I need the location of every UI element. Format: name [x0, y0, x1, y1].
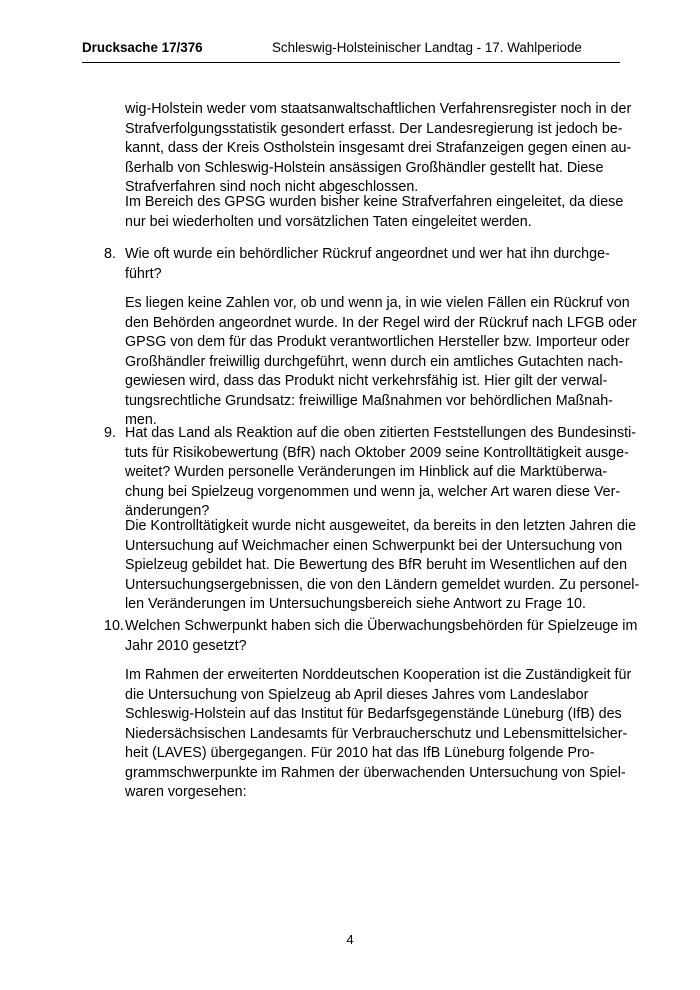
text-line: weitet? Wurden personelle Veränderungen im Hinblick auf die Marktüberwa-: [125, 464, 608, 480]
text-line: Die Kontrolltätigkeit wurde nicht ausgeweitet, da bereits in den letzten Jahren die: [125, 518, 637, 534]
answer-10: [125, 666, 635, 803]
text-line: Welchen Schwerpunkt haben sich die Überwachungsbehörden für Spielzeuge im: [125, 618, 638, 634]
text-line: Hat das Land als Reaktion auf die oben zitierten Feststellungen des Bundesinsti-: [125, 425, 637, 441]
parliament-title: Schleswig-Holsteinischer Landtag - 17. Wahlperiode: [272, 40, 582, 55]
text-line: Im Bereich des GPSG wurden bisher keine Strafverfahren eingeleitet, da diese: [125, 194, 624, 210]
question-number-10: 10.: [104, 618, 124, 634]
text-line: Es liegen keine Zahlen vor, ob und wenn ja, in wie vielen Fällen ein Rückruf von: [125, 295, 630, 311]
text-line: gewiesen wird, dass das Produkt nicht verkehrsfähig ist. Hier gilt der verwal-: [125, 373, 608, 389]
paragraph-continuation: [125, 100, 635, 198]
text-line: nur bei wiederholten und vorsätzlichen Taten eingeleitet werden.: [125, 213, 532, 230]
text-line: ßerhalb von Schleswig-Holstein ansässigen Großhändler gestellt hat. Diese: [125, 159, 604, 176]
question-10: [125, 617, 638, 656]
text-line: änderungen?: [125, 503, 210, 519]
text-line: Niedersächsischen Landesamts für Verbraucherschutz und Lebensmittelsicher-: [125, 725, 628, 742]
text-line: waren vorgesehen:: [125, 784, 247, 800]
document-number: Drucksache 17/376: [82, 40, 203, 55]
text-line: Wie oft wurde ein behördlicher Rückruf angeordnet und wer hat ihn durchge-: [125, 246, 610, 262]
text-line: chung bei Spielzeug vorgenommen und wenn ja, welcher Art waren diese Ver-: [125, 483, 621, 500]
text-line: Im Rahmen der erweiterten Norddeutschen Kooperation ist die Zuständigkeit für: [125, 667, 632, 683]
answer-9: [125, 517, 640, 615]
text-line: Strafverfahren sind noch nicht abgeschlossen.: [125, 179, 419, 195]
text-line: GPSG von dem für das Produkt verantwortlichen Hersteller bzw. Importeur oder: [125, 334, 630, 350]
text-line: Großhändler freiwillig durchgeführt, wenn durch ein amtliches Gutachten nach-: [125, 353, 624, 370]
question-9: [125, 424, 635, 522]
text-line: die Untersuchung von Spielzeug ab April dieses Jahres vom Landeslabor: [125, 686, 589, 703]
text-line: Jahr 2010 gesetzt?: [125, 637, 247, 654]
question-number-9: 9.: [104, 425, 116, 441]
paragraph-gpsg: [125, 193, 635, 232]
text-line: Untersuchung auf Weichmacher einen Schwerpunkt bei der Untersuchung von: [125, 537, 623, 554]
page-header: [82, 38, 620, 63]
text-line: Untersuchungsergebnissen, die von den Ländern gemeldet wurden. Zu personel-: [125, 576, 640, 593]
text-line: den Behörden angeordnet wurde. In der Regel wird der Rückruf nach LFGB oder: [125, 314, 637, 331]
text-line: men.: [125, 412, 157, 428]
text-line: tuts für Risikobewertung (BfR) nach Oktober 2009 seine Kontrolltätigkeit ausge-: [125, 444, 629, 461]
answer-8: [125, 294, 635, 431]
text-line: wig-Holstein weder vom staatsanwaltschaftlichen Verfahrensregister noch in der: [125, 101, 632, 117]
text-line: Schleswig-Holstein auf das Institut für Bedarfsgegenstände Lüneburg (IfB) des: [125, 706, 622, 722]
text-line: führt?: [125, 265, 162, 282]
question-number-8: 8.: [104, 246, 116, 262]
text-line: Strafverfolgungsstatistik gesondert erfasst. Der Landesregierung ist jedoch be-: [125, 120, 623, 137]
question-8: [125, 245, 635, 284]
text-line: Spielzeug gebildet hat. Die Bewertung des BfR beruht im Wesentlichen auf den: [125, 557, 628, 573]
text-line: heit (LAVES) übergegangen. Für 2010 hat das IfB Lüneburg folgende Pro-: [125, 745, 595, 761]
text-line: kannt, dass der Kreis Ostholstein insgesamt drei Strafanzeigen gegen einen au-: [125, 140, 632, 156]
text-line: grammschwerpunkte im Rahmen der überwachenden Untersuchung von Spiel-: [125, 764, 626, 781]
page-number: 4: [346, 932, 354, 947]
text-line: tungsrechtliche Grundsatz: freiwillige Maßnahmen vor behördlichen Maßnah-: [125, 392, 613, 409]
text-line: len Veränderungen im Untersuchungsbereich siehe Antwort zu Frage 10.: [125, 596, 586, 612]
